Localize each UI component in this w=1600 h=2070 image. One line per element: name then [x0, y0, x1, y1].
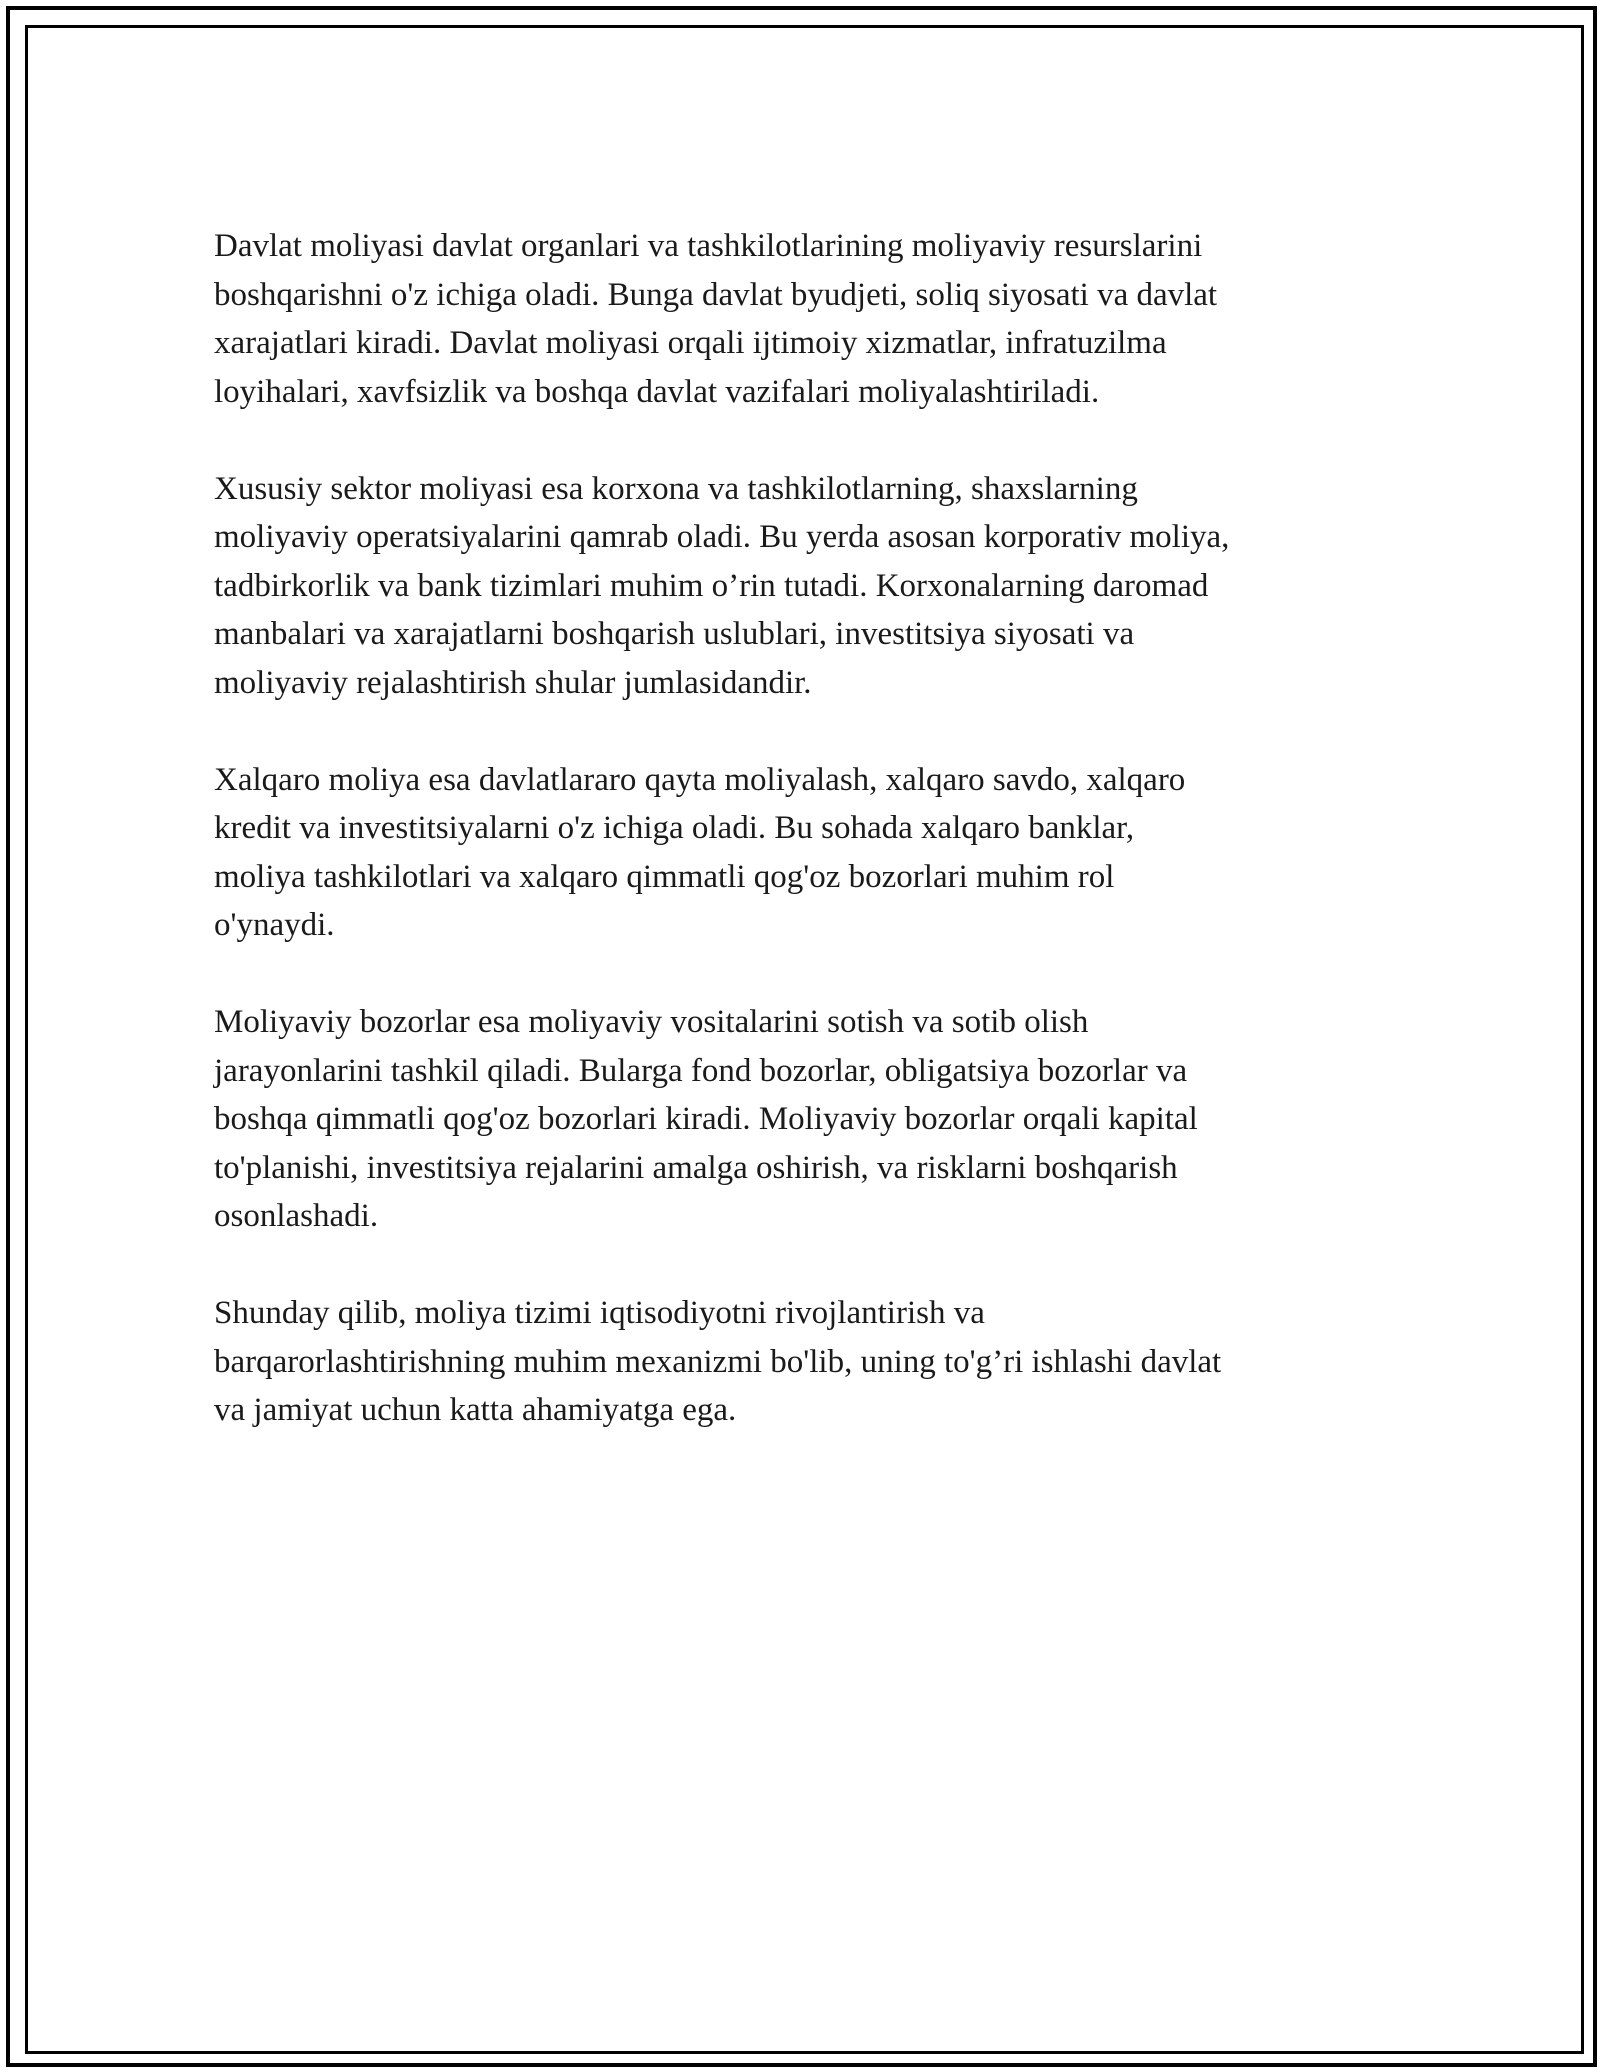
text-line: Shunday qilib, moliya tizimi iqtisodiyotni rivojlantirish va	[214, 1295, 985, 1331]
text-line: loyihalari, xavfsizlik va boshqa davlat vazifalari moliyalashtiriladi.	[214, 373, 1100, 410]
text-line: Xalqaro moliya esa davlatlararo qayta moliyalash, xalqaro savdo, xalqaro	[214, 761, 1186, 798]
document-body	[214, 222, 1394, 1483]
text-line: moliyaviy rejalashtirish shular jumlasidandir.	[214, 664, 812, 701]
paragraph-davlat-moliyasi	[214, 222, 1394, 416]
text-line: Xususiy sektor moliyasi esa korxona va tashkilotlarning, shaxslarning	[214, 470, 1138, 507]
text-line: manbalari va xarajatlarni boshqarish uslublari, investitsiya siyosati va	[214, 616, 1135, 652]
text-line: to'planishi, investitsiya rejalarini amalga oshirish, va risklarni boshqarish	[214, 1149, 1178, 1186]
text-line: moliya tashkilotlari va xalqaro qimmatli qog'oz bozorlari muhim rol	[214, 858, 1115, 895]
paragraph-moliyaviy-bozorlar	[214, 998, 1394, 1241]
text-line: o'ynaydi.	[214, 907, 335, 943]
text-line: barqarorlashtirishning muhim mexanizmi bo'lib, uning to'g’ri ishlashi davlat	[214, 1343, 1222, 1380]
text-line: xarajatlari kiradi. Davlat moliyasi orqali ijtimoiy xizmatlar, infratuzilma	[214, 325, 1167, 361]
text-line: moliyaviy operatsiyalarini qamrab oladi. Bu yerda asosan korporativ moliya,	[214, 519, 1230, 555]
text-line: boshqarishni o'z ichiga oladi. Bunga davlat byudjeti, soliq siyosati va davlat	[214, 276, 1218, 313]
paragraph-xalqaro-moliya	[214, 756, 1394, 950]
paragraph-xulosa	[214, 1289, 1394, 1435]
paragraph-xususiy-sektor	[214, 465, 1394, 708]
text-line: Moliyaviy bozorlar esa moliyaviy vositalarini sotish va sotib olish	[214, 1004, 1089, 1040]
text-line: jarayonlarini tashkil qiladi. Bularga fond bozorlar, obligatsiya bozorlar va	[214, 1052, 1188, 1089]
text-line: kredit va investitsiyalarni o'z ichiga oladi. Bu sohada xalqaro banklar,	[214, 810, 1135, 846]
text-line: va jamiyat uchun katta ahamiyatga ega.	[214, 1392, 737, 1428]
text-line: Davlat moliyasi davlat organlari va tashkilotlarining moliyaviy resurslarini	[214, 228, 1203, 264]
text-line: osonlashadi.	[214, 1198, 379, 1234]
text-line: tadbirkorlik va bank tizimlari muhim o’rin tutadi. Korxonalarning daromad	[214, 567, 1209, 604]
text-line: boshqa qimmatli qog'oz bozorlari kiradi. Moliyaviy bozorlar orqali kapital	[214, 1101, 1198, 1137]
